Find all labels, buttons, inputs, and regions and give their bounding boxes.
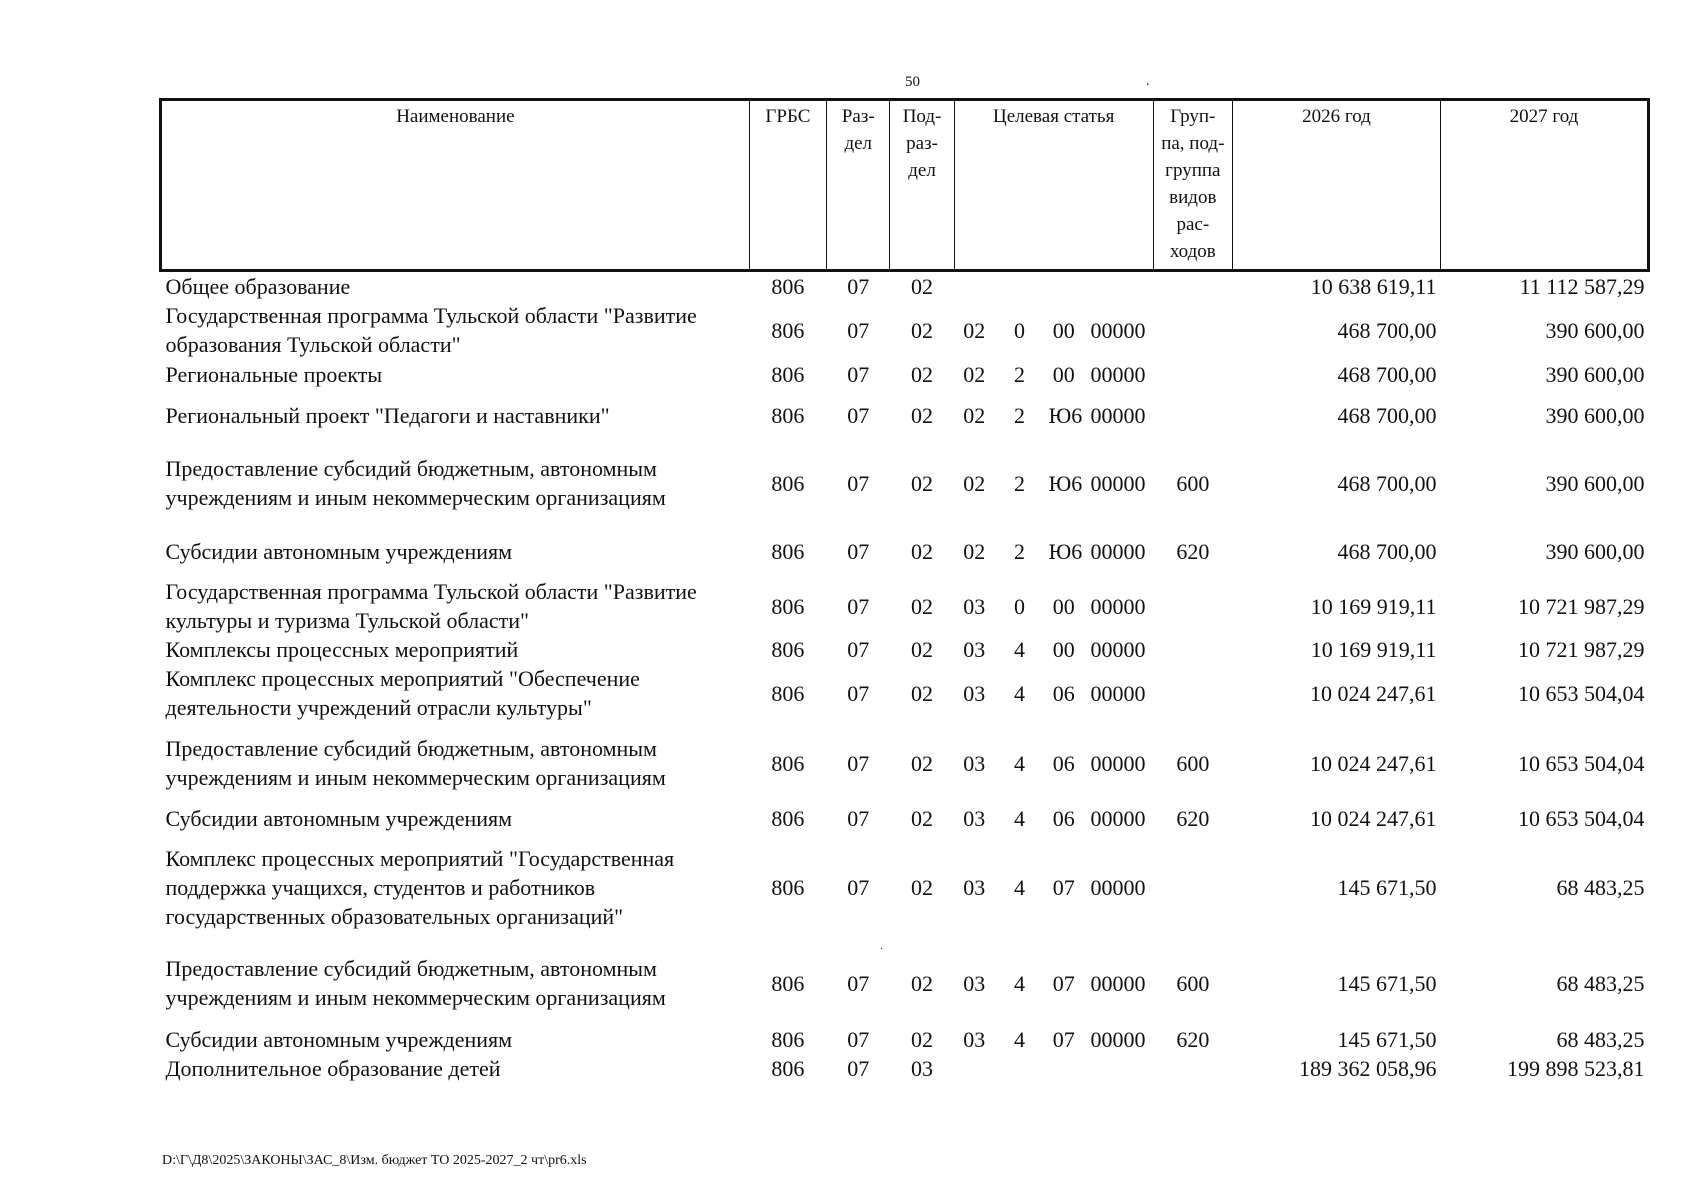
row-name: Субсидии автономным учреждениям <box>165 806 513 831</box>
row-group: 620 <box>1176 538 1210 564</box>
row-grbs: 806 <box>771 274 805 299</box>
row-podrazdel: 02 <box>911 680 934 706</box>
budget-table <box>159 98 1650 1083</box>
row-name: Предоставление субсидий бюджетным, автономным учреждениям и иным некоммерческим организациям <box>165 736 666 790</box>
table-row <box>161 635 1649 664</box>
row-name: Субсидии автономным учреждениям <box>165 1027 513 1052</box>
row-target-item: 06 <box>1052 806 1075 831</box>
table-row <box>161 525 1649 577</box>
header-razdel: Раз- дел <box>827 100 890 271</box>
row-2026: 145 671,50 <box>1337 1027 1437 1052</box>
header-name: Наименование <box>161 100 750 271</box>
row-target-type: 2 <box>1013 538 1025 564</box>
row-target-type <box>994 271 1044 302</box>
row-target-type: 2 <box>1013 361 1025 387</box>
row-2027: 68 483,25 <box>1556 874 1645 900</box>
row-razdel: 07 <box>847 402 870 428</box>
row-2027: 68 483,25 <box>1556 970 1645 996</box>
row-target-item: 07 <box>1052 874 1075 900</box>
row-grbs: 806 <box>771 1056 805 1081</box>
row-target-program: 03 <box>963 970 986 996</box>
row-name: Государственная программа Тульской области "Развитие культуры и туризма Тульской области" <box>165 579 697 633</box>
row-group <box>1153 301 1232 359</box>
row-target-program: 02 <box>963 361 986 387</box>
row-2027: 390 600,00 <box>1545 317 1645 343</box>
row-target-type: 4 <box>1013 637 1025 662</box>
row-target-type: 4 <box>1013 750 1025 776</box>
row-podrazdel: 02 <box>911 538 934 564</box>
header-2026: 2026 год <box>1233 100 1441 271</box>
table-row <box>161 577 1649 635</box>
table-row <box>161 389 1649 441</box>
row-2027: 10 721 987,29 <box>1518 637 1645 662</box>
row-target-type: 2 <box>1013 402 1025 428</box>
row-target-program: 03 <box>963 750 986 776</box>
header-group: Груп- па, под- группа видов рас- ходов <box>1153 100 1232 271</box>
table-row <box>161 833 1649 941</box>
row-2026: 189 362 058,96 <box>1298 1056 1437 1081</box>
table-header <box>161 100 1649 271</box>
footer-file-path: D:\Г\Д8\2025\ЗАКОНЫ\ЗАС_8\Изм. бюджет ТО 2025-2027_2 чт\pr6.xls <box>162 1153 587 1168</box>
row-razdel: 07 <box>847 970 870 996</box>
row-razdel: 07 <box>847 680 870 706</box>
row-podrazdel: 03 <box>911 1056 934 1081</box>
row-group <box>1153 635 1232 664</box>
table-row <box>161 271 1649 302</box>
row-target-type: 4 <box>1013 806 1025 831</box>
table-row <box>161 1054 1649 1083</box>
row-razdel: 07 <box>847 274 870 299</box>
table-row <box>161 359 1649 389</box>
table-row <box>161 804 1649 833</box>
header-grbs: ГРБС <box>749 100 826 271</box>
row-2026: 10 024 247,61 <box>1309 750 1437 776</box>
row-2026: 468 700,00 <box>1337 470 1437 496</box>
row-2027: 10 721 987,29 <box>1518 593 1645 619</box>
row-2026: 10 024 247,61 <box>1309 680 1437 706</box>
table-row <box>161 664 1649 722</box>
table-row <box>161 441 1649 525</box>
row-target-item <box>1045 271 1083 302</box>
row-name: Комплекс процессных мероприятий "Обеспечение деятельности учреждений отрасли культуры" <box>165 666 640 720</box>
row-grbs: 806 <box>771 750 805 776</box>
row-2026: 145 671,50 <box>1337 874 1437 900</box>
row-target-program: 03 <box>963 593 986 619</box>
header-podrazdel: Под- раз- дел <box>890 100 954 271</box>
row-target-direction: 00000 <box>1090 402 1146 428</box>
row-2027: 199 898 523,81 <box>1507 1056 1645 1081</box>
row-group: 620 <box>1176 806 1210 831</box>
row-target-type: 0 <box>1013 593 1025 619</box>
row-group: 600 <box>1176 750 1210 776</box>
row-podrazdel: 02 <box>911 274 934 299</box>
row-target-direction: 00000 <box>1090 874 1146 900</box>
row-razdel: 07 <box>847 874 870 900</box>
row-group <box>1153 1054 1232 1083</box>
row-podrazdel: 02 <box>911 470 934 496</box>
row-target-type: 4 <box>1013 680 1025 706</box>
row-target-program: 02 <box>963 470 986 496</box>
table-row <box>161 301 1649 359</box>
row-razdel: 07 <box>847 470 870 496</box>
row-target-program: 02 <box>963 402 986 428</box>
row-target-direction: 00000 <box>1090 806 1146 831</box>
row-target-direction <box>1083 271 1153 302</box>
row-target-item: 07 <box>1052 1027 1075 1052</box>
row-name: Комплекс процессных мероприятий "Государственная поддержка учащихся, студентов и работников государственных образовательных организаций" <box>165 845 675 929</box>
row-podrazdel: 02 <box>911 637 934 662</box>
row-razdel: 07 <box>847 317 870 343</box>
row-group <box>1153 833 1232 941</box>
scan-dot: . <box>1146 74 1150 89</box>
row-podrazdel: 02 <box>911 402 934 428</box>
row-2027: 390 600,00 <box>1545 361 1645 387</box>
row-grbs: 806 <box>771 970 805 996</box>
row-target-program <box>954 271 994 302</box>
row-grbs: 806 <box>771 470 805 496</box>
table-body <box>161 271 1649 1084</box>
row-group <box>1153 577 1232 635</box>
row-2026: 468 700,00 <box>1337 538 1437 564</box>
row-group: 620 <box>1176 1027 1210 1052</box>
row-target-program: 03 <box>963 637 986 662</box>
row-podrazdel: 02 <box>911 750 934 776</box>
row-podrazdel: 02 <box>911 970 934 996</box>
row-grbs: 806 <box>771 806 805 831</box>
row-2026: 468 700,00 <box>1337 402 1437 428</box>
row-2026: 10 169 919,11 <box>1310 637 1437 662</box>
row-target-item: 07 <box>1052 970 1075 996</box>
header-target: Целевая статья <box>954 100 1153 271</box>
header-2027: 2027 год <box>1440 100 1648 271</box>
row-target-type: 4 <box>1013 874 1025 900</box>
row-name: Комплексы процессных мероприятий <box>165 637 519 662</box>
row-grbs: 806 <box>771 637 805 662</box>
row-grbs: 806 <box>771 402 805 428</box>
row-razdel: 07 <box>847 806 870 831</box>
row-group: 600 <box>1176 470 1210 496</box>
row-razdel: 07 <box>847 361 870 387</box>
table-row <box>161 941 1649 1025</box>
row-target-item: Ю6 <box>1048 470 1083 496</box>
row-target-direction: 00000 <box>1090 1027 1146 1052</box>
row-podrazdel: 02 <box>911 1027 934 1052</box>
row-target-item: Ю6 <box>1048 538 1083 564</box>
row-2026: 10 169 919,11 <box>1310 593 1437 619</box>
row-target-item <box>1045 1054 1083 1083</box>
row-target-program: 03 <box>963 806 986 831</box>
row-target-type: 2 <box>1013 470 1025 496</box>
row-target-item: 00 <box>1052 361 1075 387</box>
row-target-direction: 00000 <box>1090 750 1146 776</box>
row-podrazdel: 02 <box>911 317 934 343</box>
row-group <box>1153 271 1232 302</box>
row-group <box>1153 389 1232 441</box>
row-razdel: 07 <box>847 1056 870 1081</box>
row-razdel: 07 <box>847 593 870 619</box>
row-podrazdel: 02 <box>911 361 934 387</box>
row-name: Предоставление субсидий бюджетным, автономным учреждениям и иным некоммерческим организациям <box>165 456 666 510</box>
row-target-item: 00 <box>1052 637 1075 662</box>
row-target-type: 0 <box>1013 317 1025 343</box>
row-group <box>1153 359 1232 389</box>
row-target-item: Ю6 <box>1048 402 1083 428</box>
row-grbs: 806 <box>771 361 805 387</box>
row-2026: 145 671,50 <box>1337 970 1437 996</box>
row-2027: 10 653 504,04 <box>1518 806 1645 831</box>
row-podrazdel: 02 <box>911 593 934 619</box>
row-group <box>1153 664 1232 722</box>
row-name: Общее образование <box>165 274 351 299</box>
row-2027: 390 600,00 <box>1545 470 1645 496</box>
row-2026: 10 638 619,11 <box>1310 274 1437 299</box>
row-2026: 468 700,00 <box>1337 361 1437 387</box>
page-number: 50 <box>905 74 920 90</box>
row-grbs: 806 <box>771 680 805 706</box>
row-target-direction: 00000 <box>1090 637 1146 662</box>
row-razdel: 07 <box>847 750 870 776</box>
row-podrazdel: 02 <box>911 806 934 831</box>
row-target-type: 4 <box>1013 1027 1025 1052</box>
row-target-direction: 00000 <box>1090 361 1146 387</box>
row-name: Субсидии автономным учреждениям <box>165 538 513 564</box>
row-grbs: 806 <box>771 538 805 564</box>
row-name: Государственная программа Тульской области "Развитие образования Тульской области" <box>165 303 697 357</box>
row-target-direction: 00000 <box>1090 970 1146 996</box>
row-target-item: 00 <box>1052 317 1075 343</box>
row-target-item: 06 <box>1052 750 1075 776</box>
table-row <box>161 722 1649 804</box>
row-name: Региональные проекты <box>165 361 383 387</box>
row-2027: 10 653 504,04 <box>1518 750 1645 776</box>
row-target-program: 02 <box>963 538 986 564</box>
row-razdel: 07 <box>847 1027 870 1052</box>
row-podrazdel: 02 <box>911 874 934 900</box>
row-razdel: 07 <box>847 637 870 662</box>
row-2027: 390 600,00 <box>1545 402 1645 428</box>
row-name: Предоставление субсидий бюджетным, автономным учреждениям и иным некоммерческим организациям <box>165 956 666 1010</box>
row-name: Региональный проект "Педагоги и наставники" <box>165 402 610 428</box>
row-target-program: 02 <box>963 317 986 343</box>
row-2027: 10 653 504,04 <box>1518 680 1645 706</box>
row-group: 600 <box>1176 970 1210 996</box>
row-target-direction: 00000 <box>1090 317 1146 343</box>
row-2027: 11 112 587,29 <box>1519 274 1645 299</box>
row-grbs: 806 <box>771 317 805 343</box>
row-target-program <box>954 1054 994 1083</box>
row-grbs: 806 <box>771 874 805 900</box>
row-target-type <box>994 1054 1044 1083</box>
row-target-direction: 00000 <box>1090 680 1146 706</box>
row-name: Дополнительное образование детей <box>165 1056 501 1081</box>
row-target-item: 06 <box>1052 680 1075 706</box>
row-grbs: 806 <box>771 1027 805 1052</box>
row-target-direction: 00000 <box>1090 593 1146 619</box>
row-2026: 468 700,00 <box>1337 317 1437 343</box>
row-target-direction: 00000 <box>1090 538 1146 564</box>
row-2027: 390 600,00 <box>1545 538 1645 564</box>
row-grbs: 806 <box>771 593 805 619</box>
row-target-program: 03 <box>963 874 986 900</box>
row-razdel: 07 <box>847 538 870 564</box>
row-target-direction: 00000 <box>1090 470 1146 496</box>
table-row <box>161 1025 1649 1054</box>
row-target-item: 00 <box>1052 593 1075 619</box>
row-target-direction <box>1083 1054 1153 1083</box>
row-target-program: 03 <box>963 680 986 706</box>
row-target-program: 03 <box>963 1027 986 1052</box>
scan-dot-small: . <box>880 938 883 952</box>
row-2026: 10 024 247,61 <box>1309 806 1437 831</box>
row-target-type: 4 <box>1013 970 1025 996</box>
row-2027: 68 483,25 <box>1556 1027 1645 1052</box>
